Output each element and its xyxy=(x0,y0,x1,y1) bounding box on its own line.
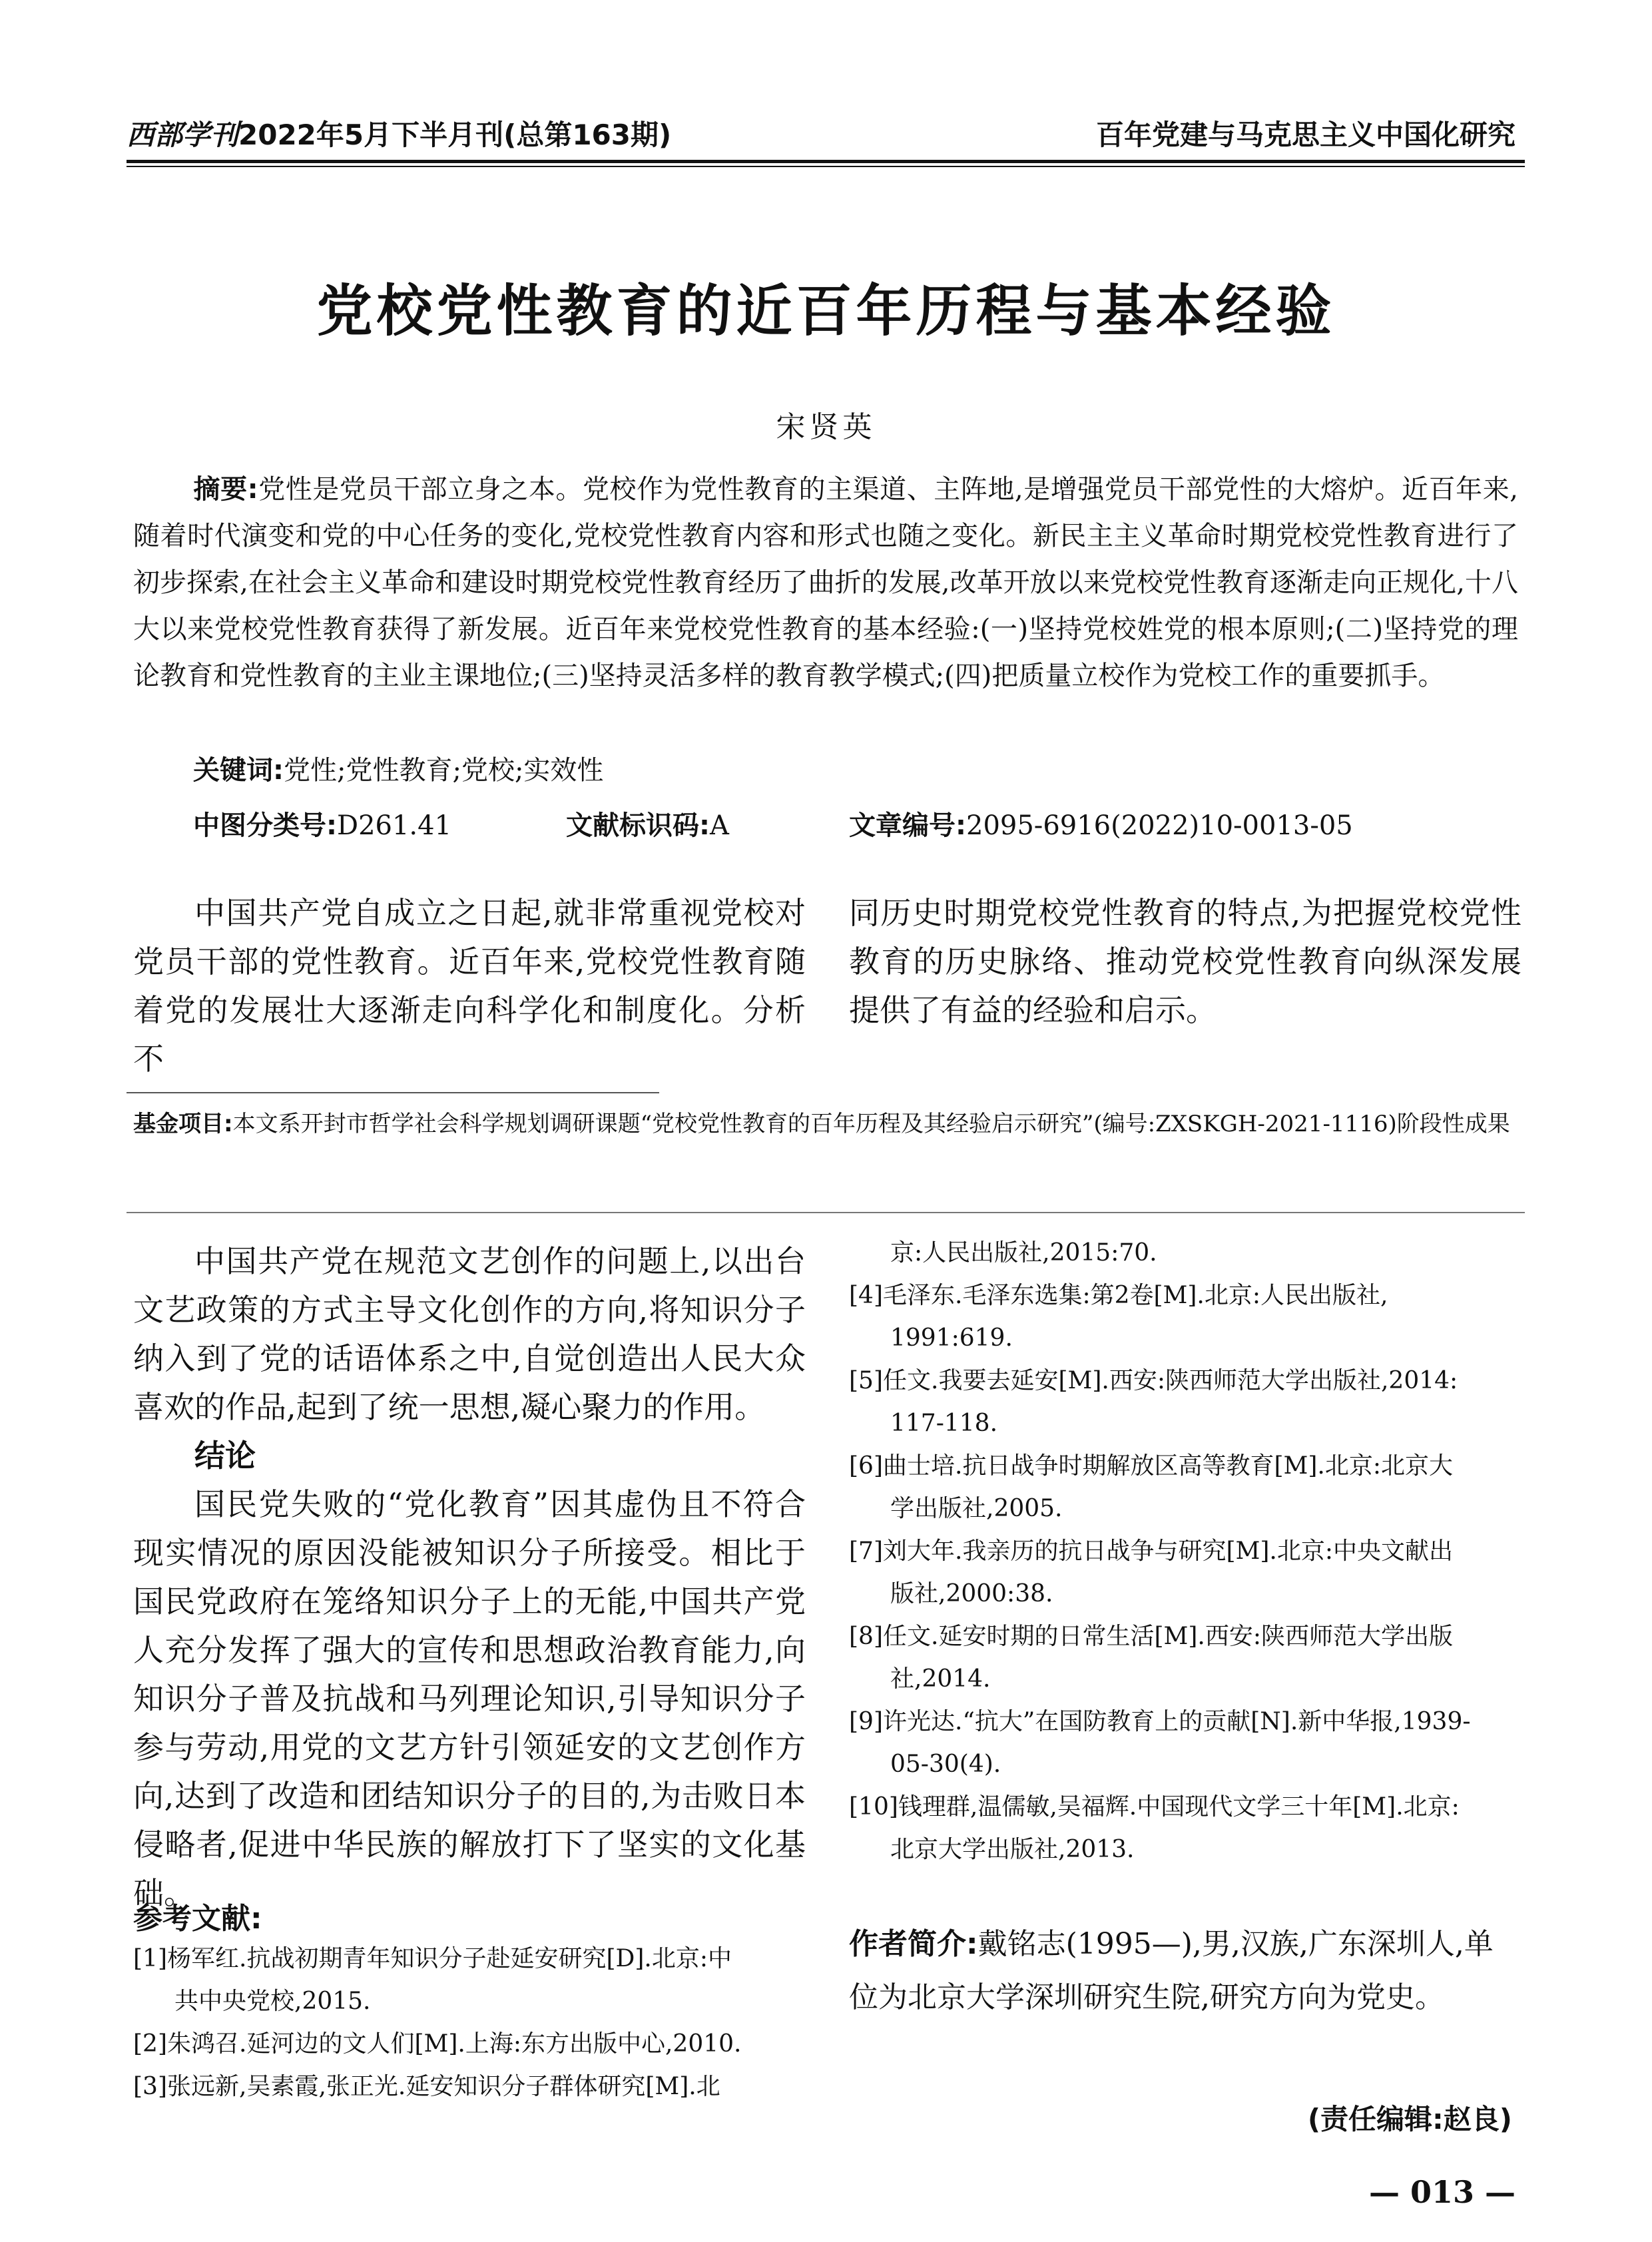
reference-continuation: 学出版社,2005. xyxy=(890,1495,1063,1522)
reference-number: [1] xyxy=(133,1945,167,1972)
reference-number: [7] xyxy=(849,1538,883,1565)
reference-number: [5] xyxy=(849,1367,883,1394)
clc-value: D261.41 xyxy=(337,810,452,841)
reference-text: 任文.延安时期的日常生活[M].西安:陕西师范大学出版 xyxy=(883,1623,1453,1650)
doc-code-value: A xyxy=(710,810,729,841)
journal-issue xyxy=(127,113,671,153)
reference-item xyxy=(849,1786,1521,1871)
reference-text: 刘大年.我亲历的抗日战争与研究[M].北京:中央文献出 xyxy=(883,1538,1453,1565)
reference-continuation: 117-118. xyxy=(890,1410,998,1437)
reference-continuation: 版社,2000:38. xyxy=(890,1580,1053,1607)
fund-text: 本文系开封市哲学社会科学规划调研课题“党校党性教育的百年历程及其经验启示研究”(编号:ZXSKGH-2021-1116)阶段性成果 xyxy=(232,1111,1510,1137)
prev-para-1: 中国共产党在规范文艺创作的问题上,以出台文艺政策的方式主导文化创作的方向,将知识分子纳入到了党的话语体系之中,自觉创造出人民大众喜欢的作品,起到了统一思想,凝心聚力的作用。 xyxy=(133,1243,806,1425)
intro-left: 中国共产党自成立之日起,就非常重视党校对党员干部的党性教育。近百年来,党校党性教育随着党的发展壮大逐渐走向科学化和制度化。分析不 xyxy=(133,895,806,1077)
abstract xyxy=(133,466,1518,699)
reference-item xyxy=(849,1530,1521,1615)
references-heading: 参考文献: xyxy=(133,1902,262,1936)
article-number-value: 2095-6916(2022)10-0013-05 xyxy=(966,810,1353,841)
article-title: 党校党性教育的近百年历程与基本经验 xyxy=(316,278,1336,344)
reference-item xyxy=(133,1938,806,2023)
reference-continuation: 05-30(4). xyxy=(890,1751,1001,1778)
responsible-editor: (责任编辑:赵良) xyxy=(1307,2103,1512,2135)
abstract-text: 党性是党员干部立身之本。党校作为党性教育的主渠道、主阵地,是增强党员干部党性的大熔炉。近百年来,随着时代演变和党的中心任务的变化,党校党性教育内容和形式也随之变化。新民主主义革命时期党校党性教育进行了初步探索,在社会主义革命和建设时期党校党性教育经历了曲折的发展,改革开放以来党校党性教育逐渐走向正规化,十八大以来党校党性教育获得了新发展。近百年来党校党性教育的基本经验:(一)坚持党校姓党的根本原则;(二)坚持党的理论教育和党性教育的主业主课地位;(三)坚持灵活多样的教育教学模式;(四)把质量立校作为党校工作的重要抓手。 xyxy=(133,474,1518,691)
reference-continuation: 北京大学出版社,2013. xyxy=(890,1836,1135,1863)
header-rule xyxy=(127,160,1525,163)
doc-code xyxy=(566,804,729,842)
fund-label: 基金项目: xyxy=(133,1111,233,1137)
reference-number: [8] xyxy=(849,1623,883,1650)
reference-number: [2] xyxy=(133,2030,167,2058)
column-name: 百年党建与马克思主义中国化研究 xyxy=(1095,119,1515,151)
reference-continuation: 共中央党校,2015. xyxy=(174,1988,371,2015)
references-left xyxy=(133,1938,806,2108)
journal-logo: 西部学刊 xyxy=(127,119,239,151)
reference-text: 朱鸿召.延河边的文人们[M].上海:东方出版中心,2010. xyxy=(167,2030,742,2058)
reference-text: 张远新,吴素霞,张正光.延安知识分子群体研究[M].北 xyxy=(167,2073,720,2100)
header-rule-thin xyxy=(127,166,1525,167)
conclusion-heading: 结论 xyxy=(194,1438,256,1474)
reference-number: [4] xyxy=(849,1282,883,1309)
reference-text: 任文.我要去延安[M].西安:陕西师范大学出版社,2014: xyxy=(883,1367,1458,1394)
author-intro-label: 作者简介: xyxy=(849,1927,978,1961)
section-separator xyxy=(127,1212,1525,1213)
reference-text: 许光达.“抗大”在国防教育上的贡献[N].新中华报,1939- xyxy=(883,1708,1471,1735)
clc xyxy=(193,804,451,842)
prev-para-2: 国民党失败的“党化教育”因其虚伪且不符合现实情况的原因没能被知识分子所接受。相比于国民党政府在笼络知识分子上的无能,中国共产党人充分发挥了强大的宣传和思想政治教育能力,向知识分子普及抗战和马列理论知识,引导知识分子参与劳动,用党的文艺方针引领延安的文艺创作方向,达到了改造和团结知识分子的目的,为击败日本侵略者,促进中华民族的解放打下了坚实的文化基础。 xyxy=(133,1486,806,1911)
article-number xyxy=(849,804,1353,842)
footnote-rule xyxy=(127,1092,659,1093)
reference-continuation: 1991:619. xyxy=(890,1324,1013,1352)
reference-item xyxy=(849,1445,1521,1530)
reference-item xyxy=(849,1360,1521,1445)
author-intro-text: 戴铭志(1995—),男,汉族,广东深圳人,单位为北京大学深圳研究生院,研究方向为党史。 xyxy=(849,1927,1494,2014)
clc-label: 中图分类号: xyxy=(193,810,337,841)
keywords-label: 关键词: xyxy=(193,755,284,786)
references-right xyxy=(849,1232,1521,1871)
issue-label: 2022年5月下半月刊(总第163期) xyxy=(238,119,672,151)
abstract-label: 摘要: xyxy=(193,474,258,505)
reference-item xyxy=(133,2023,806,2066)
reference-number: [6] xyxy=(849,1452,883,1480)
page-number: — 013 — xyxy=(1368,2174,1515,2210)
reference-text: 钱理群,温儒敏,吴福辉.中国现代文学三十年[M].北京: xyxy=(898,1793,1460,1821)
article-author: 宋贤英 xyxy=(776,410,876,444)
reference-continuation: 京:人民出版社,2015:70. xyxy=(890,1239,1157,1266)
fund-note xyxy=(133,1105,1518,1143)
keywords-text: 党性;党性教育;党校;实效性 xyxy=(284,755,604,786)
reference-number: [9] xyxy=(849,1708,883,1735)
reference-number: [3] xyxy=(133,2073,167,2100)
intro-right: 同历史时期党校党性教育的特点,为把握党校党性教育的历史脉络、推动党校党性教育向纵深发展提供了有益的经验和启示。 xyxy=(849,895,1521,1028)
reference-item xyxy=(849,1615,1521,1701)
reference-text: 杨军红.抗战初期青年知识分子赴延安研究[D].北京:中 xyxy=(167,1945,732,1972)
reference-item xyxy=(133,2066,806,2108)
reference-text: 毛泽东.毛泽东选集:第2卷[M].北京:人民出版社, xyxy=(883,1282,1388,1309)
article-number-label: 文章编号: xyxy=(849,810,966,841)
author-intro xyxy=(849,1918,1521,2024)
reference-continuation: 社,2014. xyxy=(890,1665,991,1693)
reference-item xyxy=(849,1274,1521,1360)
doc-code-label: 文献标识码: xyxy=(566,810,710,841)
reference-item xyxy=(849,1701,1521,1786)
reference-text: 曲士培.抗日战争时期解放区高等教育[M].北京:北京大 xyxy=(883,1452,1453,1480)
keywords xyxy=(193,749,603,787)
reference-number: [10] xyxy=(849,1793,898,1821)
